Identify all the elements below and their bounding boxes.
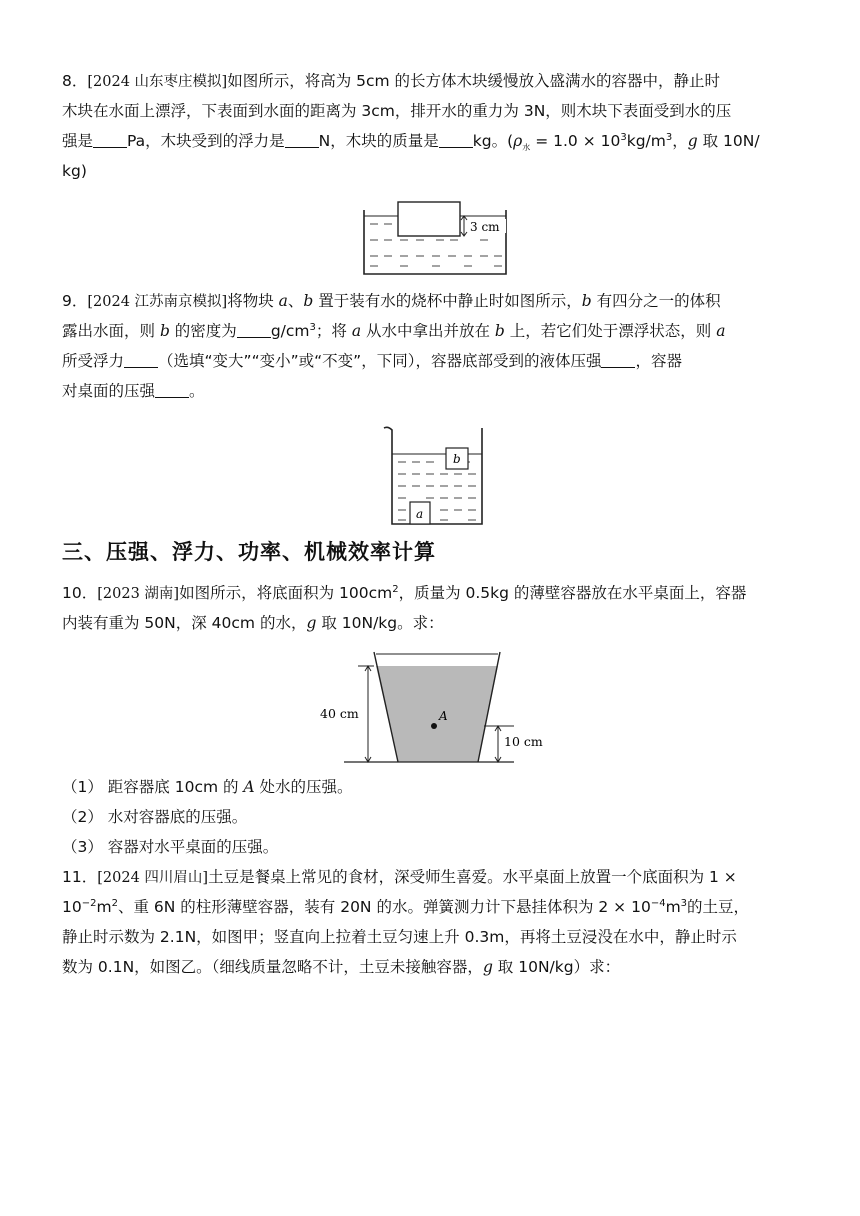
question-text: m <box>96 898 112 916</box>
figure-trapezoid-container <box>318 648 554 768</box>
question-10-subquestions <box>62 772 806 862</box>
rho-subscript: 水 <box>522 143 531 153</box>
question-number: 9． <box>62 292 88 310</box>
question-number: 10． <box>62 584 98 602</box>
rho-symbol: ρ <box>513 132 523 150</box>
point-a-label: A <box>439 709 448 723</box>
question-text: g/cm <box>270 322 310 340</box>
question-text: 数为 0.1N，如图乙。（细线质量忽略不计，土豆未接触容器， <box>62 958 483 976</box>
answer-blank[interactable] <box>439 146 473 148</box>
var-a: a <box>278 292 288 310</box>
var-a: a <box>716 322 726 340</box>
figure-beaker <box>382 422 488 528</box>
question-text: 对桌面的压强 <box>62 382 156 400</box>
question-text: 的密度为 <box>169 322 237 340</box>
g-symbol: g <box>482 958 493 976</box>
question-text: 的土豆， <box>687 898 750 916</box>
var-b: b <box>159 322 170 340</box>
question-10: 10．[2023 湖南]如图所示，将底面积为 $100cm^2$，质量为 0.5kg 的薄壁容器放在水平桌面上，容器 内装有重为 50N，深 40cm 的水，g 取 10N/kg。求： <box>62 583 747 632</box>
answer-blank[interactable] <box>285 146 319 148</box>
point-a-symbol: A <box>243 778 255 796</box>
question-text: ，质量为 0.5kg 的薄壁容器放在水平桌面上，容器 <box>398 584 747 602</box>
question-text: N，木块的质量是 <box>318 132 439 150</box>
exponent: 3 <box>665 131 673 143</box>
question-text: 上，若它们处于漂浮状态，则 <box>504 322 717 340</box>
question-text: kg。( <box>472 132 514 150</box>
var-b: b <box>581 292 592 310</box>
var-b: b <box>303 292 314 310</box>
answer-blank[interactable] <box>601 366 635 368</box>
exponent: 3 <box>680 897 688 909</box>
question-source: [2023 湖南] <box>97 586 180 602</box>
question-text: 取 10N/kg。求： <box>316 614 444 632</box>
question-text: 将物块 <box>227 292 279 310</box>
question-text: ， <box>672 132 688 150</box>
var-b: b <box>494 322 505 340</box>
question-text: 露出水面，则 <box>62 322 160 340</box>
question-11: 11．[2024 四川眉山]土豆是餐桌上常见的食材，深受师生喜爱。水平桌面上放置一个底面积为 1 × $10^{-2}m^2$、重 6N 的柱形薄壁容器，装有 20N 的水。弹簧测力计下悬挂体积为 $2 \times 10^{-4}m^3$的土豆， 静止时示数为 2.1N，如图甲；竖直向上拉着土豆匀速上升 0.3m，再将土豆浸没在水中，静止时示 数为 0.1N，如图乙。（细线质量忽略不计，土豆未接触容器，g 取 10N/kg）求： <box>62 868 750 976</box>
exponent: 3 <box>620 131 627 143</box>
var-a: a <box>351 322 362 340</box>
question-text: 、 <box>287 292 304 310</box>
exponent: 3 <box>309 321 316 333</box>
question-text: 置于装有水的烧杯中静止时如图所示， <box>313 292 582 310</box>
question-number: 8． <box>62 72 88 90</box>
question-text: 从水中拿出并放在 <box>361 322 495 340</box>
question-9 <box>62 286 806 406</box>
answer-blank[interactable] <box>93 146 127 148</box>
question-source: [2024 江苏南京模拟] <box>87 294 228 310</box>
block-b-label: b <box>453 452 461 466</box>
block-a-label: a <box>416 507 424 521</box>
question-text: 强是 <box>62 132 94 150</box>
question-text: 。 <box>189 382 205 400</box>
question-source: [2024 山东枣庄模拟] <box>87 74 228 90</box>
answer-blank[interactable] <box>124 366 158 368</box>
question-text: 取 10N/kg）求： <box>492 958 621 976</box>
question-text: 取 10N/ <box>697 132 760 150</box>
exponent: −4 <box>650 897 666 909</box>
answer-blank[interactable] <box>155 396 189 398</box>
subquestion-1: 处水的压强。 <box>254 778 353 796</box>
depth-label: 3 cm <box>470 220 500 234</box>
question-text: 10 <box>62 898 82 916</box>
question-source: [2024 四川眉山] <box>97 870 209 886</box>
answer-blank[interactable] <box>237 336 271 338</box>
question-number: 11． <box>62 868 98 886</box>
distance-label: 10 cm <box>504 734 543 749</box>
exponent: −2 <box>81 897 97 909</box>
subquestion-1: （1） 距容器底 10cm 的 <box>62 778 244 796</box>
question-text: 、重 6N 的柱形薄壁容器，装有 20N 的水。弹簧测力计下悬挂体积为 2 × 10 <box>117 898 651 916</box>
height-label: 40 cm <box>320 706 359 721</box>
subquestion-2: （2） 水对容器底的压强。 <box>62 808 248 826</box>
question-text: （选填“变大”“变小”或“不变”，下同），容器底部受到的液体压强 <box>158 352 602 370</box>
point-a <box>431 723 437 729</box>
question-text: 所受浮力 <box>62 352 125 370</box>
section-heading: 三、压强、浮力、功率、机械效率计算 <box>62 540 436 564</box>
question-text: 有四分之一的体积 <box>591 292 721 310</box>
question-text: ；将 <box>315 322 352 340</box>
question-text: Pa，木块受到的浮力是 <box>127 132 285 150</box>
g-symbol: g <box>306 614 317 632</box>
question-text: 木块在水面上漂浮，下表面到水面的距离为 3cm，排开水的重力为 3N，则木块下表面受到水的压 <box>62 102 732 120</box>
g-symbol: g <box>687 132 698 150</box>
question-text: 土豆是餐桌上常见的食材，深受师生喜爱。水平桌面上放置一个底面积为 1 × <box>208 868 737 886</box>
question-text: = 1.0 × 10 <box>530 132 621 150</box>
figure-floating-block <box>360 200 510 280</box>
subquestion-3: （3） 容器对水平桌面的压强。 <box>62 838 279 856</box>
question-text: 静止时示数为 2.1N，如图甲；竖直向上拉着土豆匀速上升 0.3m，再将土豆浸没在水中，静止时示 <box>62 928 737 946</box>
question-text: 内装有重为 50N，深 40cm 的水， <box>62 614 307 632</box>
question-text: kg/m <box>626 132 666 150</box>
question-text: 如图所示，将高为 5cm 的长方体木块缓慢放入盛满水的容器中，静止时 <box>227 72 721 90</box>
question-text: ，容器 <box>635 352 682 370</box>
question-text: kg) <box>62 162 87 180</box>
question-8 <box>62 66 806 186</box>
wood-block <box>398 202 460 236</box>
question-text: m <box>665 898 681 916</box>
question-text: 如图所示，将底面积为 100cm <box>179 584 393 602</box>
